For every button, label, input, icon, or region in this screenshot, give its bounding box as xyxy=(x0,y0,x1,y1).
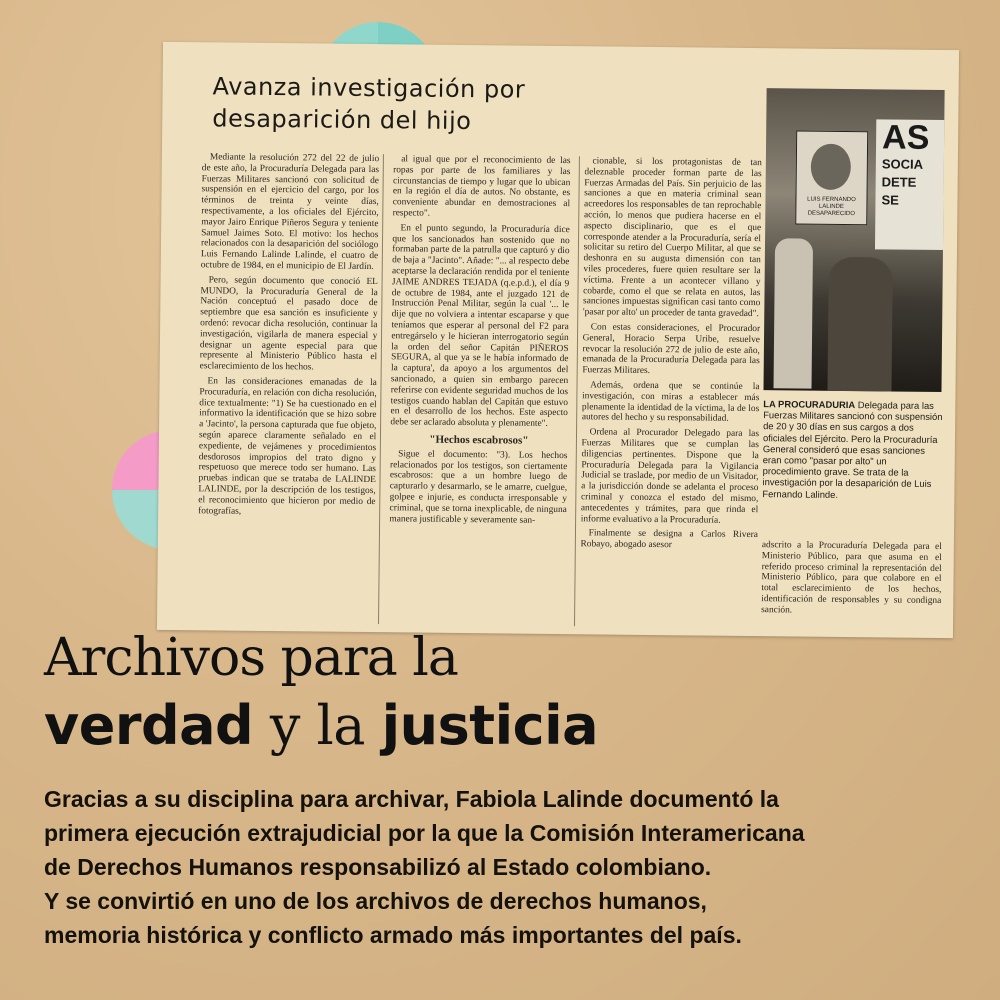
banner-text: DETE xyxy=(881,174,917,190)
headline-line-1: Archivos para la xyxy=(44,628,458,688)
photo-person xyxy=(774,238,814,388)
photo-sign xyxy=(795,130,868,225)
body-line: Y se convirtió en uno de los archivos de derechos humanos, xyxy=(44,888,707,914)
column-subhead: "Hechos escabrosos" xyxy=(429,433,529,447)
newspaper-clipping xyxy=(157,42,959,638)
sign-caption: LUIS FERNANDO LALINDE DESAPARECIDO xyxy=(807,196,856,218)
clipping-headline: Avanza investigación por desaparición del hijo xyxy=(212,72,526,136)
column-paragraph: Con estas consideraciones, el Procurador General, Horacio Serpa Uribe, resuelve revocar la resolución 272 de julio de este año, emanada de la Procuraduría Delegada para las Fuerzas Militares. xyxy=(582,322,761,377)
photo-person xyxy=(827,257,892,392)
column-paragraph: Mediante la resolución 272 del 22 de julio de este año, la Procuraduría Delegada para las Fuerzas Militares sancionó con solicitud de suspensión en el ejercicio del cargo, por los términos de treinta y veinte días, respectivamente, a los oficiales del Ejército, mayor Jairo Enrique Piñeros Segura y teniente Samuel Jaimes Soto. El motivo: los hechos relacionados con la desaparición del sociólogo Luis Fernando Lalinde Lalinde, el cuatro de octubre de 1984, en el municipio de El Jardín. xyxy=(200,152,380,273)
body-line: de Derechos Humanos responsabilizó al Estado colombiano. xyxy=(44,854,712,880)
headline-word-justicia: justicia xyxy=(381,694,599,757)
clipping-column-1 xyxy=(197,152,379,624)
banner-text: SOCIA xyxy=(881,156,924,172)
column-paragraph: Sigue el documento: "3). Los hechos relacionados por los testigos, son ciertamente escabrosos: que a un hombre luego de capturarlo y desarmarlo, se le amarre, cuelgue, golpee e injurie, es conducta irresponsable y criminal, que se torna inexplicable, de ninguna manera justificable y severamente san- xyxy=(389,449,568,526)
protest-photo xyxy=(763,88,944,392)
caption-text: Delegada para las Fuerzas Militares sancionó con suspensión de 20 y 30 días en sus cargos a dos oficiales del Ejército. Pero la Procuraduría General consideró que esas sanciones eran como "pasar por alto" un procedimiento grave. Se trata de la investigación por la desaparición de Luis Fernando Lalinde. xyxy=(762,399,943,500)
clipping-column-2 xyxy=(388,154,570,626)
body-line: memoria histórica y conflicto armado más importantes del país. xyxy=(44,922,742,948)
banner-text: SE xyxy=(881,192,899,208)
clipping-columns xyxy=(197,152,762,628)
article-continuation: adscrito a la Procuraduría Delegada para el Ministerio Público, para que asuma en el referido proceso criminal la representación del Ministerio Público, para que colabore en el total esclarecimiento de los hechos, identificación de responsables y su condigna sanción. xyxy=(761,540,942,616)
column-paragraph: Finalmente se designa a Carlos Rivera Robayo, abogado asesor xyxy=(580,528,759,551)
column-paragraph: Ordena al Procurador Delegado para las Fuerzas Militares que se cumplan las diligencias pertinentes. Dispone que la Procuraduría Delegada para la Vigilancia Judicial se traslade, por medio de un Visitador, a la jurisdicción donde se adelanta el proceso criminal y conozca el estado del mismo, antecedentes y trámites, para que rinda el informe evaluativo a la Procuraduría. xyxy=(580,427,760,526)
photo-caption xyxy=(762,398,943,501)
clipping-column-3 xyxy=(580,156,762,628)
column-paragraph: En el punto segundo, la Procuraduría dice que los sancionados han sostenido que no formaban parte de la patrulla que capturó y dio de baja a "Jacinto". Añade: "... al respecto debe aceptarse la declaración rendida por el teniente JAIME ANDRES TEJADA (q.e.p.d.), el día 9 de octubre de 1984, ante el juzgado 121 de Instrucción Penal Militar, según la cual '... le dije que no volviera a intentar escaparse y que teníamos que esperar al personal del F2 para entregárselo y le hicieran interrogatorio según la orden del señor Capitán PIÑEROS SEGURA, al que ya se le había informado de la captura', da apoyo a los argumentos del sancionado, a quien sin embargo parecen referirse con evidente seguridad muchos de los testigos cuando hablan del Capitán que estuvo en el desarrollo de los hechos. Este aspecto debe ser aclarado absoluta y plenamente". xyxy=(390,223,570,430)
body-line: Gracias a su disciplina para archivar, Fabiola Lalinde documentó la xyxy=(44,786,779,812)
column-paragraph: cionable, si los protagonistas de tan deleznable proceder forman parte de las Fuerzas Armadas del País. Sin perjuicio de las sanciones a que en materia criminal sean acreedores los responsables de tan reprochable acción, lo menos que pudiera hacerse en el aspecto disciplinario, que es el que corresponde atender a la Procuraduría, sería el solicitar su retiro del Cuerpo Militar, al que se deshonra en su augusta dimensión con tan viles procederes, fuere quien resultare ser la víctima. Frente a un acontecer villano y cobarde, como el que se relata en autos, las sanciones impuestas significan casi tanto como 'pasar por alto' un proceder de tanta gravedad". xyxy=(582,156,762,320)
headline-word-verdad: verdad xyxy=(44,694,254,757)
photo-banner xyxy=(875,119,945,250)
caption-bold: LA PROCURADURIA xyxy=(763,398,856,411)
banner-text: AS xyxy=(881,118,930,157)
column-paragraph: En las consideraciones emanadas de la Procuraduría, en relación con dicha resolución, dice textualmente: "1) Se ha cuestionado en el informativo la identificación que se hizo sobre a 'Jacinto', la persona capturada que fue objeto, según aparece claramente señalado en el expediente, de vejámenes y procedimientos desdorosos impropios del trato digno y respetuoso que merece todo ser humano. Las pruebas indican que se trataba de LALINDE LALINDE, por la descripción de los testigos, el reconocimiento que hicieron por medio de fotografías, xyxy=(198,376,377,517)
body-line: primera ejecución extrajudicial por la que la Comisión Interamericana xyxy=(44,820,805,846)
body-text xyxy=(44,782,974,952)
column-paragraph: Además, ordena que se continúe la investigación, con miras a establecer más plenamente la identidad de la víctima, la de los autores del hecho y su responsabilidad. xyxy=(581,380,760,425)
column-paragraph: Pero, según documento que conoció EL MUNDO, la Procuraduría General de la Nación conceptuó el pasado doce de septiembre que esa sanción es insuficiente y ordenó: revocar dicha resolución, continuar la investigación, vigilarla de manera especial y designar un agente especial para que represente al Ministerio Público hasta el esclarecimiento de los hechos. xyxy=(199,275,378,373)
column-paragraph: al igual que por el reconocimiento de las ropas por parte de los familiares y las circunstancias de tiempo y lugar que lo ubican en la región el día de autos. No obstante, es conveniente abundar en demostraciones al respecto". xyxy=(392,154,571,219)
portrait-face xyxy=(811,144,851,190)
headline-line-2 xyxy=(44,694,598,758)
headline-word-y-la: y la xyxy=(253,694,382,757)
